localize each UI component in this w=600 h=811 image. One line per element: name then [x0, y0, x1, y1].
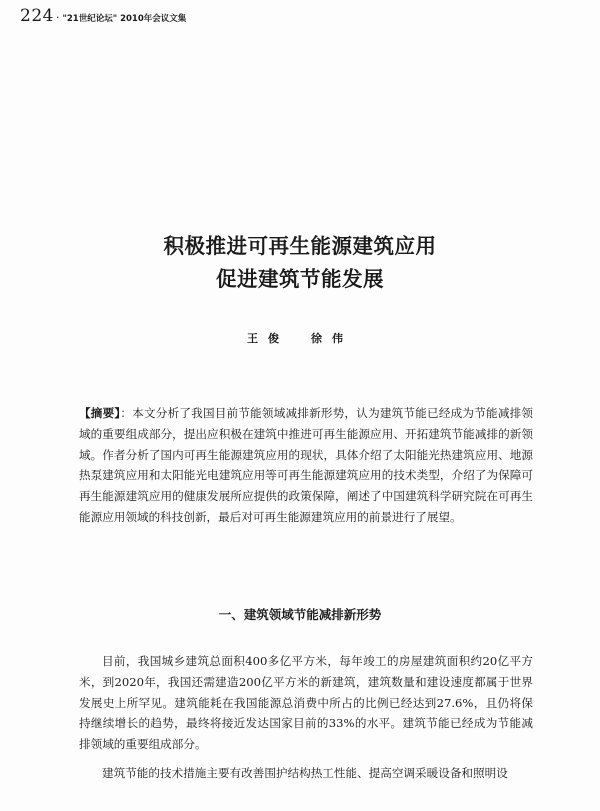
body-paragraph-1: 目前，我国城乡建筑总面积400多亿平方米，每年竣工的房屋建筑面积约20亿平方米，到2020年，我国还需建造200亿平方米的新建筑，建筑数量和建设速度都属于世界发展史上所罕见。建筑能耗在我国能源总消费中所占的比例已经达到27.6%，且仍将保持继续增长的趋势，最终将接近发达国家目前的33%的水平。建筑节能已经成为节能减排领域的重要组成部分。: [79, 654, 533, 752]
body-paragraph-2: 建筑节能的技术措施主要有改善围护结构热工性能、提高空调采暖设备和照明设: [102, 765, 508, 780]
abstract: [79, 403, 533, 528]
conference-name: "21世纪论坛" 2010年会议文集: [62, 14, 187, 24]
running-header: [20, 6, 186, 29]
section-heading: 一、建筑领域节能减排新形势: [218, 607, 382, 622]
paper-title-line-1: 积极推进可再生能源建筑应用: [163, 234, 437, 258]
paper-title: [0, 230, 600, 296]
section-body: [79, 651, 533, 784]
author-list: [0, 331, 600, 347]
paper-title-line-2: 促进建筑节能发展: [216, 267, 384, 291]
abstract-text: ：本文分析了我国目前节能领域减排新形势，认为建筑节能已经成为节能减排领域的重要组成部分，提出应积极在建筑中推进可再生能源应用、开拓建筑节能减排的新领域。作者分析了国内可再生能源建筑应用的现状，具体介绍了太阳能光热建筑应用、地源热泵建筑应用和太阳能光电建筑应用等可再生能源建筑应用的技术类型，介绍了为保障可再生能源建筑应用的健康发展所应提供的政策保障，阐述了中国建筑科学研究院在可再生能源应用领域的科技创新，最后对可再生能源建筑应用的前景进行了展望。: [79, 406, 533, 524]
author-2: 徐伟: [311, 332, 353, 345]
abstract-label: 【摘要】: [79, 406, 121, 420]
header-separator: ·: [55, 11, 60, 24]
page-number: 224: [20, 6, 54, 26]
author-1: 王俊: [247, 332, 289, 345]
